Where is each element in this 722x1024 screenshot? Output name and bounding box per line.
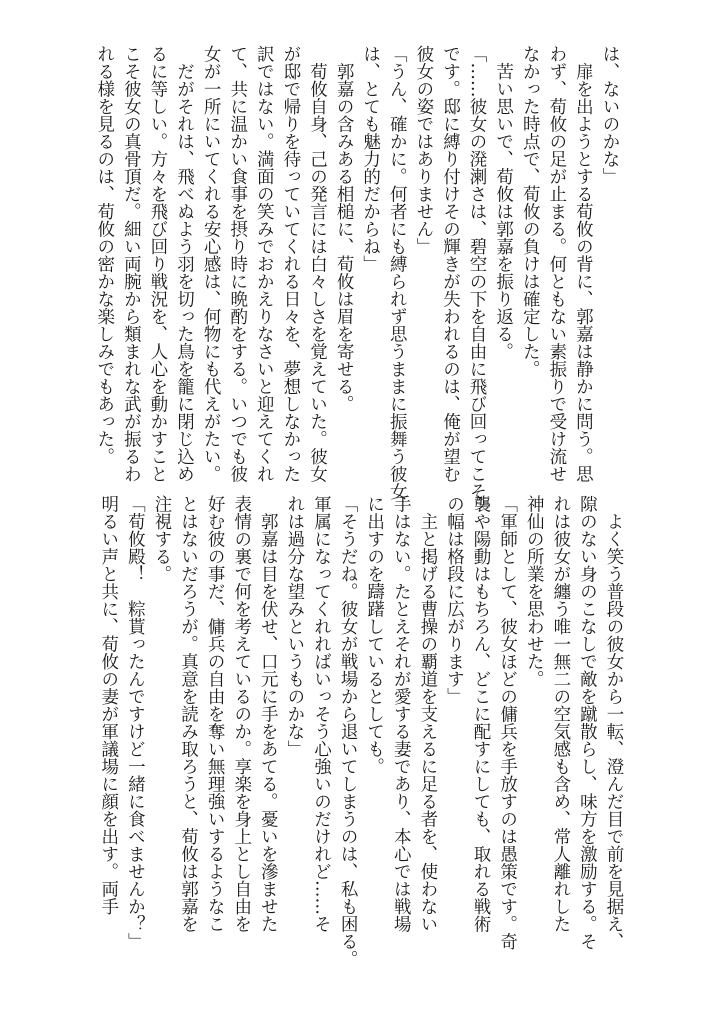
text-column: 明るい声と共に、荀攸の妻が軍議場に顔を出す。両手 — [98, 495, 119, 915]
text-column: 好む彼の事だ、傭兵の自由を奪い無理強いするようなこ — [205, 495, 226, 933]
text-column: 手はない。たとえそれが愛する妻であり、本心では戦場 — [391, 495, 412, 933]
text-column: 扉を出ようとする荀攸の背に、郭嘉は静かに問う。思 — [573, 45, 594, 483]
text-column: 襲や陽動はもちろん、どこに配すにしても、取れる戦術 — [471, 495, 492, 933]
text-column: 訳ではない。満面の笑みでおかえりなさいと迎えてくれ — [254, 45, 275, 483]
text-column: 郭嘉の含みある相槌に、荀攸は眉を寄せる。 — [334, 45, 355, 413]
text-column: 表情の裏で何を考えているのか。享楽を身上とし自由を — [231, 495, 252, 933]
text-column: です。邸に縛り付けその輝きが失われるのは、俺が望む — [440, 45, 461, 483]
text-column: 神仙の所業を思わせた。 — [524, 495, 545, 688]
text-column: 注視する。 — [151, 495, 172, 583]
text-block-bottom — [95, 495, 627, 968]
text-column: れは彼女が纏う唯一無二の空気感も含め、常人離れした — [550, 495, 571, 933]
text-column: は、とても魅力的だからね」 — [360, 45, 381, 273]
text-column: 「荀攸殿！ 粽貰ったんですけど一緒に食べませんか？」 — [125, 495, 146, 950]
text-column: 「……彼女の溌溂さは、碧空の下を自由に飛び回ってこそ — [467, 45, 488, 500]
text-column: に出すのを躊躇しているとしても。 — [364, 495, 385, 775]
text-column: て、共に温かい食事を摂り時に晩酌をする。いつでも彼 — [227, 45, 248, 483]
text-block-top — [91, 45, 623, 500]
text-column: るに等しい。方々を飛び回り戦況を、人心を動かすこと — [147, 45, 168, 483]
text-column: の幅は格段に広がります」 — [444, 495, 465, 705]
text-column: 荀攸自身、己の発言には白々しさを覚えていた。彼女 — [307, 45, 328, 483]
text-column: 女が一所にいてくれる安心感は、何物にも代えがたい。 — [201, 45, 222, 483]
text-column: 彼女の姿ではありません」 — [413, 45, 434, 255]
text-column: よく笑う普段の彼女から一転、澄んだ目で前を見据え、 — [604, 495, 624, 950]
text-column: れる様を見るのは、荀攸の密かな楽しみでもあった。 — [94, 45, 115, 465]
text-column: とはないだろうが。真意を読み取ろうと、荀攸は郭嘉を — [178, 495, 199, 933]
text-column: 「軍師として、彼女ほどの傭兵を手放すのは愚策です。奇 — [497, 495, 518, 950]
text-column: わず、荀攸の足が止まる。何ともない素振りで受け流せ — [546, 45, 567, 483]
text-column: は、ないのかな」 — [600, 45, 620, 185]
text-column: 苦い思いで、荀攸は郭嘉を振り返る。 — [493, 45, 514, 360]
text-column: 「そうだね。彼女が戦場から退いてしまうのは、私も困る。 — [338, 495, 359, 968]
text-column: だがそれは、飛べぬよう羽を切った鳥を籠に閉じ込め — [174, 45, 195, 483]
text-column: れは過分な望みというものかな」 — [284, 495, 305, 758]
text-column: 郭嘉は目を伏せ、口元に手をあてる。憂いを滲ませた — [258, 495, 279, 933]
text-column: 「うん、確かに。何者にも縛られず思うままに振舞う彼女 — [387, 45, 408, 500]
text-column: こそ彼女の真骨頂だ。細い両腕から類まれな武が振るわ — [121, 45, 142, 483]
text-column: 主と掲げる曹操の覇道を支えるに足る者を、使わない — [417, 495, 438, 933]
text-column: 隙のない身のこなしで敵を蹴散らし、味方を激励する。そ — [577, 495, 598, 950]
text-column: 軍属になってくれればいっそう心強いのだけれど……そ — [311, 495, 332, 933]
text-column: が邸で帰りを待っていてくれる日々を、夢想しなかった — [280, 45, 301, 483]
text-column: なかった時点で、荀攸の負けは確定した。 — [520, 45, 541, 378]
